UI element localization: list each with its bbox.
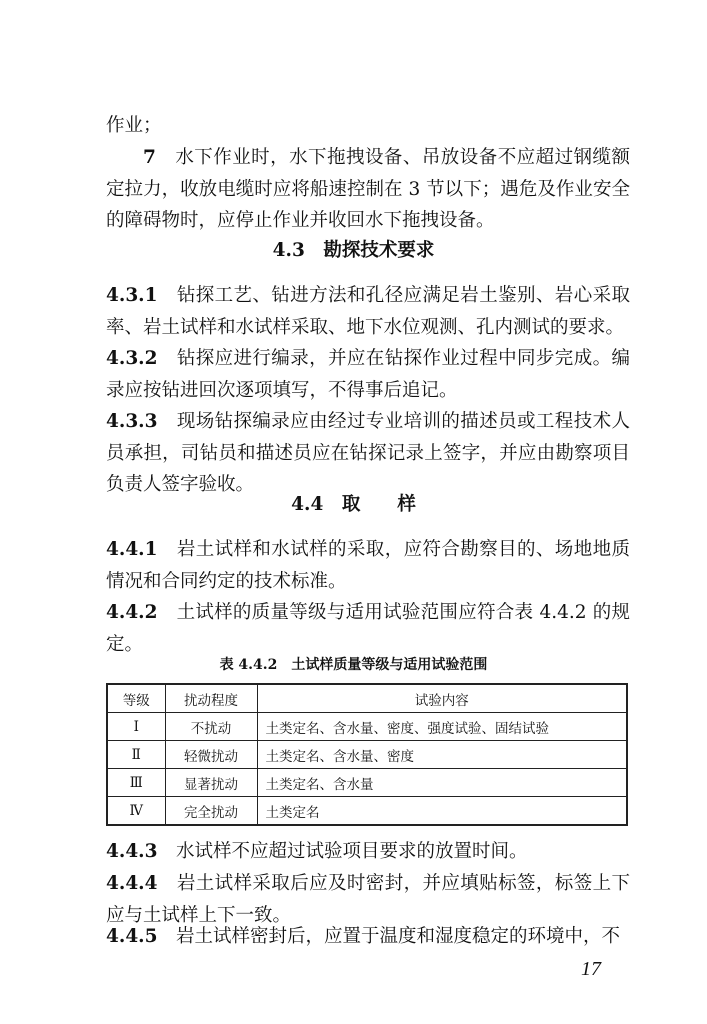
clause-text: 岩土试样密封后，应置于温度和湿度稳定的环境中，不 [176,926,621,947]
page-number: 17 [581,958,601,980]
clause-text: 水试样不应超过试验项目要求的放置时间。 [176,841,528,862]
quality-grade-table [106,683,628,826]
table-row [107,797,627,826]
clause-number: 4.4.5 [106,926,158,947]
header-grade: 等级 [107,684,165,713]
cell-grade: Ⅰ [107,713,165,741]
section-heading-4-4: 4.4 取 样 [291,494,416,515]
clause-number: 4.3.3 [106,411,158,432]
clause-4-4-5 [106,921,630,953]
table-row [107,741,627,769]
cell-disturbance: 完全扰动 [165,797,257,826]
section-heading-4-3: 4.3 勘探技术要求 [272,240,435,261]
clause-number: 4.4.3 [106,841,158,862]
clause-4-3-3 [106,406,630,501]
cell-test-content: 土类定名、含水量 [257,769,627,797]
clause-4-3-1 [106,280,630,343]
paragraph-intro [106,110,630,142]
clause-number: 4.4.2 [106,602,158,623]
clause-text: 岩土试样采取后应及时密封，并应填贴标签，标签上下应与土试样上下一致。 [106,873,630,926]
clause-number: 4.4.1 [106,539,158,560]
paragraph-item-7 [106,142,630,237]
clause-4-3-2 [106,343,630,406]
clause-4-4-2 [106,597,630,660]
clause-text: 现场钻探编录应由经过专业培训的描述员或工程技术人员承担，司钻员和描述员应在钻探记录上签字，并应由勘察项目负责人签字验收。 [106,411,630,495]
header-disturbance: 扰动程度 [165,684,257,713]
cell-disturbance: 显著扰动 [165,769,257,797]
cell-test-content: 土类定名 [257,797,627,826]
clause-number: 4.3.2 [106,348,158,369]
clause-text: 钻探工艺、钻进方法和孔径应满足岩土鉴别、岩心采取率、岩土试样和水试样采取、地下水位观测、孔内测试的要求。 [106,285,630,338]
table-header-row [107,684,627,713]
cell-grade: Ⅲ [107,769,165,797]
item-text: 水下作业时，水下拖拽设备、吊放设备不应超过钢缆额定拉力，收放电缆时应将船速控制在 3 节以下；遇危及作业安全的障碍物时，应停止作业并收回水下拖拽设备。 [106,147,630,231]
clause-4-4-1 [106,534,630,597]
clause-text: 钻探应进行编录，并应在钻探作业过程中同步完成。编录应按钻进回次逐项填写，不得事后追记。 [106,348,630,401]
clause-text: 土试样的质量等级与适用试验范围应符合表 4.4.2 的规定。 [106,602,630,655]
clause-text: 岩土试样和水试样的采取，应符合勘察目的、场地地质情况和合同约定的技术标准。 [106,539,630,592]
cell-test-content: 土类定名、含水量、密度、强度试验、固结试验 [257,713,627,741]
clause-number: 4.4.4 [106,873,158,894]
clause-4-4-3 [106,836,630,868]
header-test-content: 试验内容 [257,684,627,713]
cell-disturbance: 不扰动 [165,713,257,741]
table-caption: 表 4.4.2 土试样质量等级与适用试验范围 [219,657,488,673]
item-number: 7 [143,147,156,168]
clause-number: 4.3.1 [106,285,158,306]
table-row [107,769,627,797]
intro-text: 作业； [106,115,162,136]
cell-disturbance: 轻微扰动 [165,741,257,769]
cell-grade: Ⅳ [107,797,165,826]
cell-grade: Ⅱ [107,741,165,769]
table-row [107,713,627,741]
cell-test-content: 土类定名、含水量、密度 [257,741,627,769]
